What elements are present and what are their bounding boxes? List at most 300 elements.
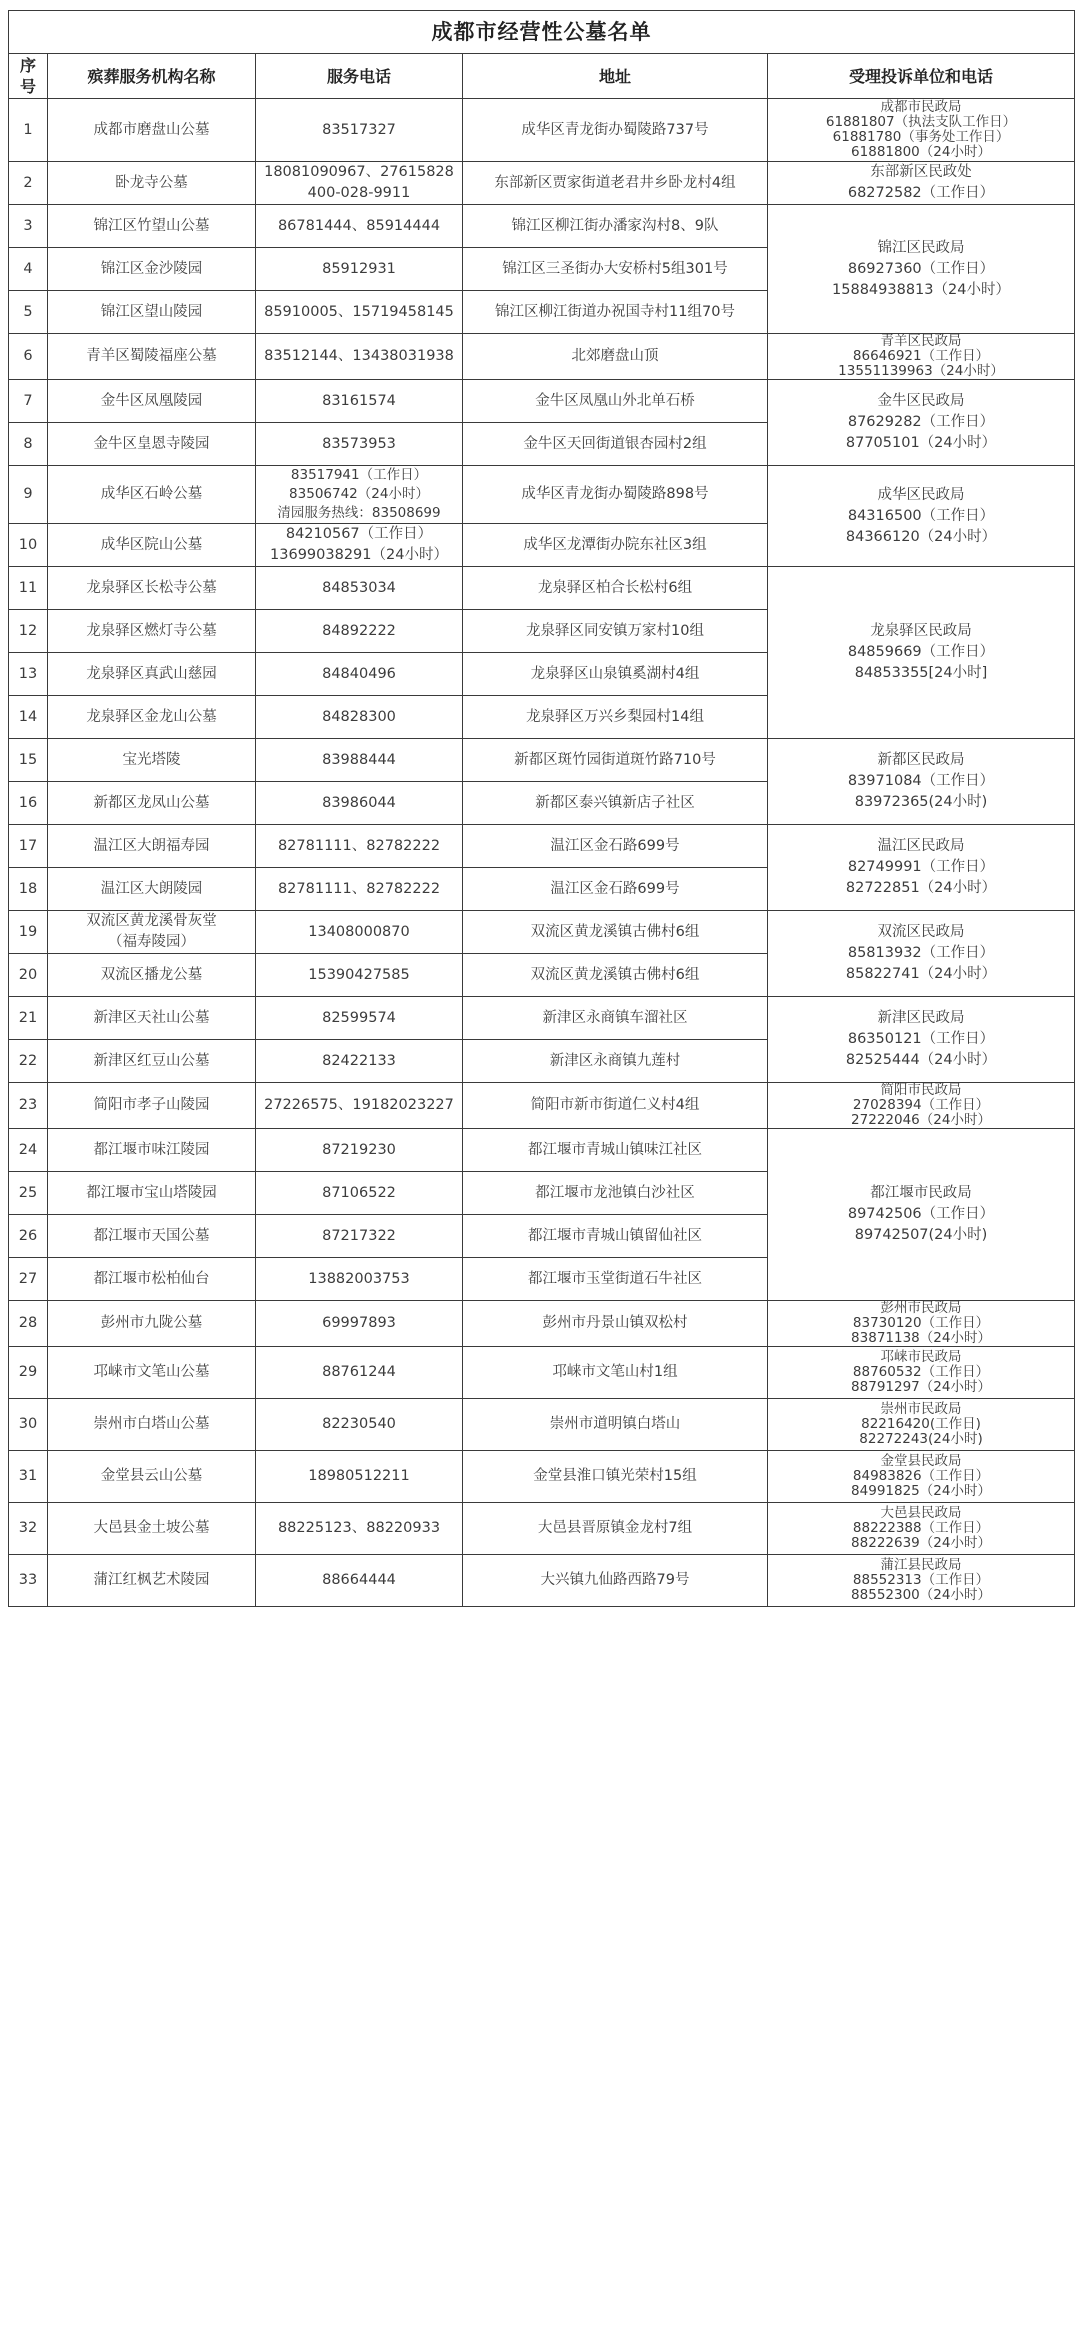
complaint-contact-line: 青羊区民政局 (880, 333, 962, 349)
address-line: 彭州市丹景山镇双松村 (542, 1315, 688, 1331)
complaint-contact-line: 61881780（事务处工作日） (832, 129, 1010, 145)
service-phone-line: 82781111、82782222 (277, 837, 441, 854)
institution-name-line: 金牛区凤凰陵园 (100, 392, 203, 409)
institution-name (48, 1399, 256, 1451)
row-number: 7 (9, 380, 48, 423)
institution-name (48, 524, 256, 567)
institution-name-line: 蒲江红枫艺术陵园 (93, 1572, 210, 1588)
complaint-contact-line: 蒲江县民政局 (880, 1557, 962, 1573)
complaint-contact-line: 84859669（工作日） (847, 644, 995, 660)
title-row (9, 11, 1075, 54)
complaint-contact-line: 87705101（24小时） (845, 435, 997, 451)
institution-name (48, 423, 256, 466)
institution-name-line: 新津区红豆山公墓 (93, 1052, 210, 1069)
institution-name-line: 龙泉驿区长松寺公墓 (86, 579, 217, 596)
complaint-contact (768, 162, 1075, 205)
institution-name (48, 248, 256, 291)
institution-name-line: 简阳市孝子山陵园 (93, 1097, 210, 1113)
row-number: 3 (9, 205, 48, 248)
institution-name (48, 954, 256, 997)
complaint-contact (768, 334, 1075, 380)
address-line: 锦江区柳江街道办祝国寺村11组70号 (495, 303, 735, 320)
service-phone-line: 82599574 (322, 1009, 396, 1026)
address (463, 1451, 768, 1503)
address (463, 610, 768, 653)
service-phone (256, 1083, 463, 1129)
address-line: 崇州市道明镇白塔山 (549, 1416, 681, 1432)
service-phone-line: 83161574 (322, 392, 396, 409)
institution-name-line: 成都市磨盘山公墓 (93, 121, 210, 138)
institution-name-line: 龙泉驿区燃灯寺公墓 (86, 622, 217, 639)
institution-name (48, 205, 256, 248)
row-number: 24 (9, 1129, 48, 1172)
institution-name-line: 金堂县云山公墓 (100, 1468, 203, 1484)
row-number: 26 (9, 1215, 48, 1258)
institution-name-line: 大邑县金土坡公墓 (93, 1520, 210, 1536)
institution-name (48, 868, 256, 911)
complaint-contact (768, 825, 1075, 911)
service-phone-line: 83506742（24小时） (289, 486, 429, 502)
complaint-contact-line: 82216420(工作日) (861, 1416, 981, 1432)
address-line: 龙泉驿区山泉镇奚湖村4组 (530, 665, 700, 682)
row-number: 4 (9, 248, 48, 291)
complaint-contact (768, 739, 1075, 825)
service-phone-line: 84853034 (322, 579, 396, 596)
table-row (9, 739, 1075, 782)
institution-name (48, 739, 256, 782)
table-row (9, 205, 1075, 248)
row-number: 28 (9, 1301, 48, 1347)
complaint-contact-line: 84366120（24小时） (845, 528, 997, 545)
service-phone-line: 83517327 (322, 121, 396, 138)
address-line: 成华区龙潭街办院东社区3组 (523, 536, 707, 553)
institution-name (48, 997, 256, 1040)
institution-name (48, 653, 256, 696)
service-phone (256, 1451, 463, 1503)
address (463, 782, 768, 825)
complaint-contact-line: 82749991（工作日） (847, 859, 995, 875)
institution-name-line: 金牛区皇恩寺陵园 (93, 435, 210, 452)
institution-name (48, 162, 256, 205)
service-phone-line: 83573953 (322, 435, 396, 452)
table-row (9, 1503, 1075, 1555)
cemetery-table (8, 10, 1075, 1607)
address (463, 248, 768, 291)
table-row (9, 466, 1075, 524)
service-phone-line: 86781444、85914444 (277, 217, 441, 234)
service-phone-line: 85910005、15719458145 (264, 303, 454, 320)
complaint-contact-line: 83971084（工作日） (847, 773, 995, 789)
complaint-contact-line: 61881800（24小时） (851, 144, 991, 160)
address-line: 新都区斑竹园街道斑竹路710号 (514, 751, 716, 768)
service-phone (256, 205, 463, 248)
service-phone-line: 15390427585 (308, 966, 410, 983)
header-phone: 服务电话 (256, 54, 463, 99)
complaint-contact-line: 61881807（执法支队工作日） (825, 114, 1017, 130)
address-line: 双流区黄龙溪镇古佛村6组 (530, 966, 700, 983)
address (463, 99, 768, 162)
service-phone (256, 162, 463, 205)
institution-name-line: 都江堰市宝山塔陵园 (86, 1184, 217, 1201)
institution-name-line: 青羊区蜀陵福座公墓 (86, 348, 217, 364)
complaint-contact (768, 911, 1075, 997)
row-number: 25 (9, 1172, 48, 1215)
address (463, 1040, 768, 1083)
service-phone (256, 911, 463, 954)
table-row (9, 567, 1075, 610)
institution-name-line: 锦江区竹望山公墓 (93, 217, 210, 234)
address-line: 金牛区天回街道银杏园村2组 (523, 435, 707, 452)
row-number: 11 (9, 567, 48, 610)
header-no: 序号 (9, 54, 48, 99)
header-row (9, 54, 1075, 99)
address-line: 邛崃市文笔山村1组 (552, 1364, 678, 1380)
service-phone-line: 400-028-9911 (307, 185, 411, 201)
row-number: 19 (9, 911, 48, 954)
institution-name-line: （福寿陵园） (108, 934, 195, 950)
row-number: 16 (9, 782, 48, 825)
complaint-contact-line: 新都区民政局 (877, 752, 965, 768)
complaint-contact-line: 86350121（工作日） (847, 1031, 995, 1047)
address (463, 825, 768, 868)
address (463, 1083, 768, 1129)
institution-name-line: 都江堰市松柏仙台 (93, 1270, 210, 1287)
service-phone (256, 524, 463, 567)
complaint-contact (768, 99, 1075, 162)
address-line: 成华区青龙街办蜀陵路737号 (521, 121, 709, 138)
service-phone (256, 739, 463, 782)
institution-name (48, 466, 256, 524)
institution-name-line: 锦江区金沙陵园 (100, 260, 203, 277)
complaint-contact-line: 金堂县民政局 (880, 1453, 962, 1469)
address (463, 868, 768, 911)
complaint-contact-line: 27222046（24小时） (851, 1112, 991, 1128)
institution-name-line: 都江堰市味江陵园 (93, 1141, 210, 1158)
row-number: 32 (9, 1503, 48, 1555)
service-phone (256, 380, 463, 423)
service-phone-line: 85912931 (322, 260, 396, 277)
address (463, 954, 768, 997)
service-phone (256, 248, 463, 291)
service-phone (256, 334, 463, 380)
address (463, 1399, 768, 1451)
address (463, 423, 768, 466)
address-line: 简阳市新市街道仁义村4组 (530, 1097, 700, 1113)
address (463, 524, 768, 567)
row-number: 14 (9, 696, 48, 739)
table-row (9, 911, 1075, 954)
complaint-contact-line: 龙泉驿区民政局 (870, 623, 972, 639)
institution-name (48, 291, 256, 334)
complaint-contact (768, 1301, 1075, 1347)
service-phone (256, 567, 463, 610)
institution-name (48, 99, 256, 162)
table-row (9, 162, 1075, 205)
service-phone (256, 997, 463, 1040)
complaint-contact (768, 1503, 1075, 1555)
complaint-contact-line: 82272243(24小时) (859, 1431, 983, 1447)
service-phone-line: 88664444 (322, 1572, 396, 1588)
address (463, 466, 768, 524)
complaint-contact-line: 88552313（工作日） (852, 1572, 990, 1588)
complaint-contact-line: 87629282（工作日） (847, 414, 995, 430)
table-row (9, 99, 1075, 162)
complaint-contact-line: 都江堰市民政局 (870, 1185, 972, 1201)
complaint-contact-line: 88552300（24小时） (851, 1587, 991, 1603)
institution-name-line: 龙泉驿区金龙山公墓 (86, 708, 217, 725)
address-line: 北郊磨盘山顶 (571, 348, 659, 364)
institution-name-line: 新津区天社山公墓 (93, 1009, 210, 1026)
service-phone (256, 696, 463, 739)
institution-name-line: 双流区播龙公墓 (100, 966, 203, 983)
service-phone-line: 87106522 (322, 1184, 396, 1201)
complaint-contact (768, 205, 1075, 334)
service-phone-line: 82422133 (322, 1052, 396, 1069)
complaint-contact-line: 27028394（工作日） (852, 1097, 990, 1113)
table-row (9, 1451, 1075, 1503)
row-number: 18 (9, 868, 48, 911)
complaint-contact-line: 大邑县民政局 (880, 1505, 962, 1521)
address-line: 双流区黄龙溪镇古佛村6组 (530, 923, 700, 940)
address (463, 653, 768, 696)
row-number: 1 (9, 99, 48, 162)
institution-name (48, 1301, 256, 1347)
complaint-contact-line: 85813932（工作日） (847, 945, 995, 961)
complaint-contact-line: 89742506（工作日） (847, 1206, 995, 1222)
institution-name-line: 成华区院山公墓 (100, 536, 203, 553)
complaint-contact-line: 88222388（工作日） (852, 1520, 990, 1536)
institution-name (48, 825, 256, 868)
complaint-contact (768, 1083, 1075, 1129)
complaint-contact-line: 成华区民政局 (877, 486, 965, 503)
institution-name-line: 双流区黄龙溪骨灰堂 (86, 913, 217, 929)
table-row (9, 1347, 1075, 1399)
service-phone-line: 清园服务热线：83508699 (277, 505, 441, 521)
address (463, 1258, 768, 1301)
institution-name (48, 1083, 256, 1129)
address (463, 1129, 768, 1172)
complaint-contact (768, 567, 1075, 739)
complaint-contact-line: 82525444（24小时） (845, 1052, 997, 1068)
address (463, 1503, 768, 1555)
complaint-contact-line: 83730120（工作日） (852, 1315, 990, 1331)
complaint-contact (768, 997, 1075, 1083)
table-row (9, 380, 1075, 423)
complaint-contact-line: 84991825（24小时） (851, 1483, 991, 1499)
service-phone-line: 84210567（工作日） (285, 526, 433, 542)
address (463, 380, 768, 423)
table-row (9, 1555, 1075, 1607)
page-title: 成都市经营性公墓名单 (9, 11, 1075, 54)
row-number: 23 (9, 1083, 48, 1129)
service-phone-line: 69997893 (322, 1315, 396, 1331)
complaint-contact-line: 88760532（工作日） (852, 1364, 990, 1380)
institution-name-line: 彭州市九陇公墓 (100, 1315, 203, 1331)
table-row (9, 1129, 1075, 1172)
institution-name (48, 610, 256, 653)
service-phone-line: 83512144、13438031938 (264, 348, 454, 364)
institution-name (48, 1040, 256, 1083)
address (463, 1172, 768, 1215)
service-phone (256, 1399, 463, 1451)
institution-name (48, 911, 256, 954)
complaint-contact-line: 86646921（工作日） (852, 348, 990, 364)
row-number: 8 (9, 423, 48, 466)
row-number: 6 (9, 334, 48, 380)
complaint-contact-line: 88791297（24小时） (851, 1379, 991, 1395)
complaint-contact-line: 邛崃市民政局 (880, 1349, 962, 1365)
address (463, 1347, 768, 1399)
address (463, 1215, 768, 1258)
address-line: 温江区金石路699号 (550, 880, 680, 897)
address (463, 696, 768, 739)
row-number: 2 (9, 162, 48, 205)
address-line: 新津区永商镇九莲村 (549, 1052, 681, 1069)
service-phone (256, 653, 463, 696)
service-phone (256, 291, 463, 334)
address (463, 291, 768, 334)
complaint-contact-line: 双流区民政局 (877, 924, 965, 940)
institution-name (48, 380, 256, 423)
complaint-contact-line: 13551139963（24小时） (838, 363, 1004, 379)
complaint-contact-line: 89742507(24小时) (854, 1227, 988, 1243)
service-phone (256, 1215, 463, 1258)
service-phone (256, 610, 463, 653)
address-line: 大兴镇九仙路西路79号 (540, 1572, 690, 1588)
service-phone (256, 1172, 463, 1215)
service-phone-line: 27226575、19182023227 (264, 1097, 454, 1113)
complaint-contact-line: 成都市民政局 (880, 99, 962, 115)
complaint-contact-line: 83871138（24小时） (851, 1330, 991, 1346)
address (463, 1301, 768, 1347)
institution-name-line: 卧龙寺公墓 (115, 174, 188, 191)
service-phone-line: 88761244 (322, 1364, 396, 1380)
institution-name (48, 1129, 256, 1172)
service-phone (256, 466, 463, 524)
complaint-contact (768, 1555, 1075, 1607)
header-complaint: 受理投诉单位和电话 (768, 54, 1075, 99)
row-number: 29 (9, 1347, 48, 1399)
row-number: 30 (9, 1399, 48, 1451)
address-line: 都江堰市青城山镇留仙社区 (528, 1227, 702, 1244)
institution-name-line: 崇州市白塔山公墓 (93, 1416, 210, 1432)
complaint-contact-line: 86927360（工作日） (847, 260, 995, 277)
institution-name (48, 782, 256, 825)
address-line: 成华区青龙街办蜀陵路898号 (521, 486, 709, 502)
institution-name (48, 1258, 256, 1301)
complaint-contact (768, 380, 1075, 466)
header-address: 地址 (463, 54, 768, 99)
address-line: 都江堰市青城山镇味江社区 (528, 1141, 702, 1158)
service-phone (256, 1347, 463, 1399)
service-phone-line: 83988444 (322, 751, 396, 768)
complaint-contact (768, 1399, 1075, 1451)
service-phone (256, 954, 463, 997)
complaint-contact-line: 85822741（24小时） (845, 966, 997, 982)
service-phone (256, 1040, 463, 1083)
service-phone (256, 1258, 463, 1301)
address-line: 锦江区三圣街办大安桥村5组301号 (502, 260, 728, 277)
row-number: 20 (9, 954, 48, 997)
service-phone-line: 84828300 (322, 708, 396, 725)
address-line: 龙泉驿区万兴乡梨园村14组 (526, 708, 704, 725)
service-phone-line: 87219230 (322, 1141, 396, 1158)
service-phone-line: 18081090967、27615828 (264, 164, 454, 180)
institution-name (48, 334, 256, 380)
address (463, 205, 768, 248)
address (463, 334, 768, 380)
service-phone-line: 84892222 (322, 622, 396, 639)
service-phone-line: 13699038291（24小时） (270, 547, 448, 563)
table-row (9, 997, 1075, 1040)
complaint-contact-line: 东部新区民政处 (870, 164, 972, 180)
complaint-contact-line: 68272582（工作日） (847, 185, 995, 201)
institution-name (48, 1503, 256, 1555)
table-row (9, 334, 1075, 380)
address (463, 997, 768, 1040)
row-number: 9 (9, 466, 48, 524)
institution-name-line: 成华区石岭公墓 (100, 486, 203, 502)
row-number: 17 (9, 825, 48, 868)
address-line: 龙泉驿区柏合长松村6组 (537, 579, 693, 596)
complaint-contact-line: 崇州市民政局 (880, 1401, 962, 1417)
address (463, 739, 768, 782)
institution-name-line: 宝光塔陵 (122, 751, 181, 768)
table-row (9, 1399, 1075, 1451)
complaint-contact-line: 15884938813（24小时） (832, 281, 1010, 298)
row-number: 12 (9, 610, 48, 653)
row-number: 21 (9, 997, 48, 1040)
address (463, 911, 768, 954)
row-number: 33 (9, 1555, 48, 1607)
address-line: 都江堰市龙池镇白沙社区 (535, 1184, 695, 1201)
service-phone (256, 423, 463, 466)
table-row (9, 1301, 1075, 1347)
service-phone (256, 99, 463, 162)
complaint-contact-line: 84316500（工作日） (847, 507, 995, 524)
complaint-contact-line: 新津区民政局 (877, 1010, 965, 1026)
address-line: 新都区泰兴镇新店子社区 (535, 794, 695, 811)
row-number: 22 (9, 1040, 48, 1083)
service-phone-line: 18980512211 (308, 1468, 410, 1484)
row-number: 5 (9, 291, 48, 334)
service-phone (256, 1555, 463, 1607)
institution-name-line: 都江堰市天国公墓 (93, 1227, 210, 1244)
service-phone-line: 13882003753 (308, 1270, 410, 1287)
row-number: 15 (9, 739, 48, 782)
institution-name-line: 温江区大朗福寿园 (93, 837, 210, 854)
institution-name-line: 新都区龙凤山公墓 (93, 794, 210, 811)
service-phone (256, 1129, 463, 1172)
address (463, 567, 768, 610)
complaint-contact-line: 彭州市民政局 (880, 1300, 962, 1316)
service-phone-line: 13408000870 (308, 923, 410, 940)
complaint-contact-line: 简阳市民政局 (880, 1082, 962, 1098)
table-row (9, 1083, 1075, 1129)
address-line: 大邑县晋原镇金龙村7组 (537, 1520, 693, 1536)
service-phone-line: 82230540 (322, 1416, 396, 1432)
service-phone (256, 1301, 463, 1347)
address (463, 162, 768, 205)
institution-name (48, 1172, 256, 1215)
header-name: 殡葬服务机构名称 (48, 54, 256, 99)
row-number: 27 (9, 1258, 48, 1301)
address-line: 金牛区凤凰山外北单石桥 (535, 392, 695, 409)
complaint-contact (768, 1347, 1075, 1399)
address (463, 1555, 768, 1607)
service-phone (256, 1503, 463, 1555)
complaint-contact (768, 1451, 1075, 1503)
